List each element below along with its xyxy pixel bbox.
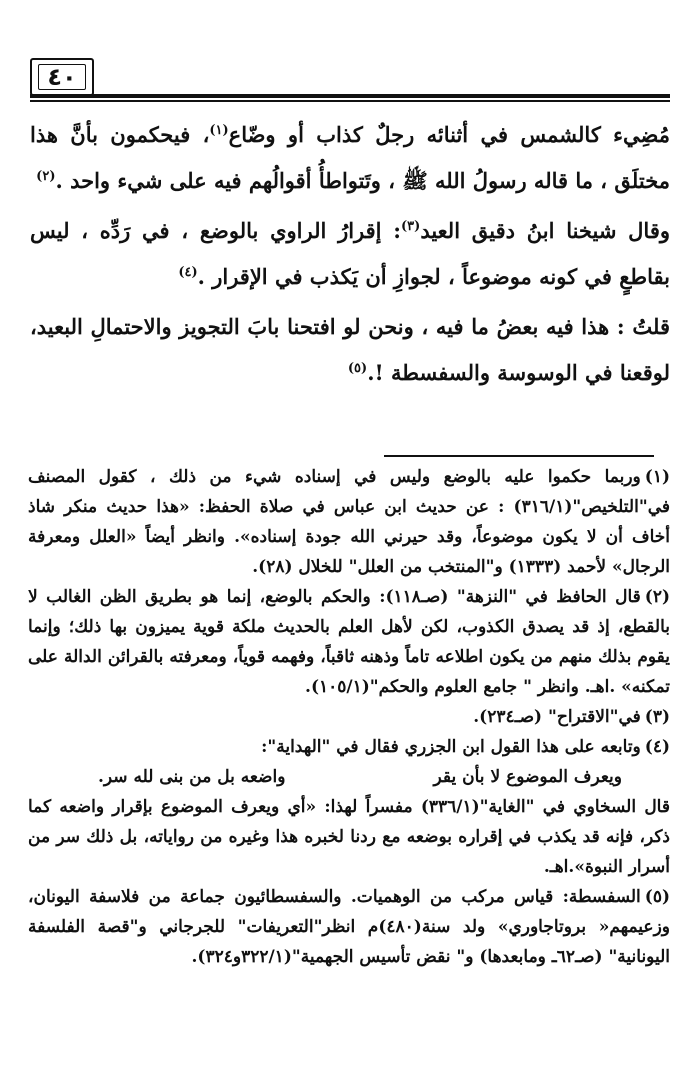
- footnote-4-continued: قال السخاوي في "الغاية"(٣٣٦/١) مفسراً لهذا: «أي ويعرف الموضوع بإقرار واضعه كما ذكر، فإنه قد يكذب في إقراره بوضعه مع ردنا لخبره هذا وغيره من رواياته، بل ذلك سر من أسرار النبوة».اهـ.: [28, 797, 670, 877]
- footnote-2: (٢)قال الحافظ في "النزهة" (صـ١١٨): والحكم بالوضع، إنما هو بطريق الظن الغالب لا بالقطع، إذ قد يصدق الكذوب، لكن لأهل العلم بالحديث ملكة قوية يميزون بها ذلك؛ وإنما يقوم بذلك منهم من يكون اطلاعه تاماً وذهنه ثاقباً، وفهمه قوياً، ومعرفته بالقرائن الدالة على تمكنه» .اهـ. وانظر " جامع العلوم والحكم"(١٠٥/١).: [28, 587, 670, 697]
- footnote-4: (٤)وتابعه على هذا القول ابن الجزري فقال في "الهداية":: [261, 737, 670, 757]
- footnote-separator: [384, 455, 654, 457]
- footnote-ref-2[interactable]: (٢): [36, 169, 56, 184]
- page-header: [30, 58, 670, 102]
- footnote-number: (٤): [644, 737, 670, 757]
- header-rule-thin: [30, 100, 670, 102]
- verse-second-half: واضعه بل من بنى لله سر.: [98, 767, 286, 787]
- footnote-ref-1[interactable]: (١): [209, 123, 229, 138]
- poem-verse: [28, 762, 670, 792]
- footnote-ref-4[interactable]: (٤): [178, 265, 198, 280]
- paragraph-2: وقال شيخنا ابنُ دقيق العيد$^{(٣)}$: إقرارُ الراوي بالوضع ، في رَدِّه ، ليس بقاطعٍ في كونه موضوعاً ، لجوازِ أن يَكذب في الإقرار .$^{(٤)}$: [30, 218, 670, 289]
- header-rule-thick: [30, 94, 670, 98]
- footnote-number: (٣): [644, 707, 670, 727]
- verse-first-half: ويعرف الموضوع لا بأن يقر: [433, 767, 622, 787]
- footnote-number: (١): [644, 467, 670, 487]
- footnote-ref-5[interactable]: (٥): [347, 361, 368, 376]
- paragraph-1: مُضِيء كالشمس في أثنائه رجلٌ كذاب أو وضّاع$^{(١)}$، فيحكمون بأنَّ هذا مختلَق ، ما قاله رسولُ الله ﷺ ، وتَتواطأُ أقوالُهم فيه على شيء واحد .$^{(٢)}$: [30, 122, 671, 193]
- footnote-5: (٥)السفسطة: قياس مركب من الوهميات. والسفسطائيون جماعة من فلاسفة اليونان، وزعيمهم« بروتاجاوري» ولد سنة(٤٨٠)م انظر"التعريفات" للجرجاني و"قصة الفلسفة اليونانية" (صـ٦٢ـ ومابعدها) و" نقض تأسيس الجهمية"(٣٢٢/١و٣٢٤).: [28, 887, 670, 967]
- paragraph-3: قلتُ : هذا فيه بعضُ ما فيه ، ونحن لو افتحنا بابَ التجويز والاحتمالِ البعيد، لوقعنا في الوسوسة والسفسطة !.$^{(٥)}$: [30, 314, 670, 385]
- footnote-number: (٥): [644, 887, 670, 907]
- main-text: [30, 112, 670, 400]
- footnote-1: (١)وربما حكموا عليه بالوضع وليس في إسناده شيء من ذلك ، كقول المصنف في"التلخيص"(٣١٦/١) : عن حديث ابن عباس في صلاة الحفظ: «هذا حديث منكر شاذ أخاف أن لا يكون موضوعاً، وقد حيرني الله جودة إسناده». وانظر أيضاً «العلل ومعرفة الرجال» لأحمد (١٣٣٣) و"المنتخب من العلل" للخلال (٢٨).: [28, 467, 670, 577]
- footnote-ref-3[interactable]: (٣): [401, 219, 421, 234]
- footnote-3: (٣)في"الاقتراح" (صـ٢٣٤).: [473, 707, 670, 727]
- footnote-number: (٢): [644, 587, 670, 607]
- footnotes: [28, 462, 670, 972]
- page-number: ٤٠: [30, 58, 94, 96]
